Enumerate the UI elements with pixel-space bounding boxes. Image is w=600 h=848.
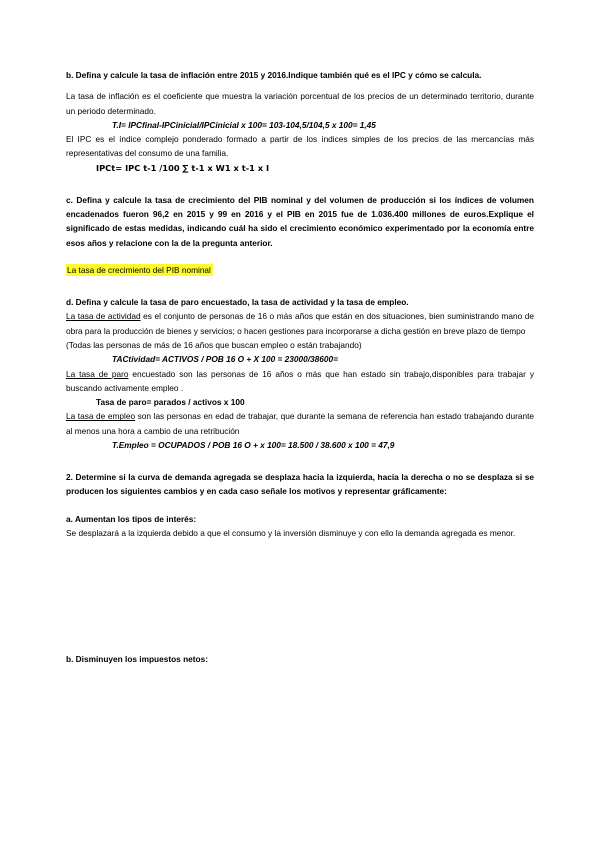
section-c-answer [66,263,534,277]
section-b-heading: b. Defina y calcule la tasa de inflación entre 2015 y 2016.Indique también qué es el IPC y cómo se calcula. [66,70,482,80]
section-b-formula-2: IPCt= IPC t-1 /100 ∑ t-1 x W1 x t-1 x I [96,162,270,173]
actividad-text: es el conjunto de personas de 16 o más años que están en dos situaciones, bien suministrando mano de obra para la producción de bienes y servicios; o hacen gestiones para incorporarse a dicha gestión en breve plazo de tiempo [66,311,534,336]
spacer [66,175,534,193]
spacer [66,277,534,295]
section-d-actividad [66,309,534,338]
question-2a-heading: a. Aumentan los tipos de interés: [66,513,197,524]
question-2-heading: 2. Determine si la curva de demanda agregada se desplaza hacia la izquierda, hacia la derecha o no se desplaza si se producen los siguientes cambios y en cada caso señale los motivos y representar gráficamente: [66,472,534,497]
spacer [66,499,534,512]
spacer [66,452,534,470]
empleo-text: son las personas en edad de trabajar, que durante la semana de referencia han estado trabajando durante al menos una hora a cambio de una retribución [66,411,534,436]
actividad-term: La tasa de actividad [66,311,141,322]
section-b-paragraph-1: La tasa de inflación es el coeficiente que muestra la variación porcentual de los precios de un determinado territorio, durante un periodo determinado. [66,91,534,116]
section-c-heading: c. Defina y calcule la tasa de crecimiento del PIB nominal y del volumen de producción si los índices de volumen encadenados fueron 96,2 en 2015 y 99 en 2016 y el PIB en 2015 fue de 1.036.400 millones de euros.Explique el significado de estas medidas, indicando cuál ha sido el crecimiento económico experimentado por la economía entre esos años y relacione con la de la pregunta anterior. [66,194,534,248]
section-d-paro-formula: Tasa de paro= parados / activos x 100 [96,397,245,408]
section-d-actividad-formula: TACtividad= ACTIVOS / POB 16 O + X 100 = 23000/38600= [112,354,338,365]
section-b-formula-1: T.I= IPCfinal-IPCinicial/IPCinicial x 100= 103-104,5/104,5 x 100= 1,45 [112,119,376,130]
empleo-term: La tasa de empleo [66,411,136,422]
section-d-paro [66,367,534,396]
spacer [66,250,534,263]
question-2b-heading: b. Disminuyen los impuestos netos: [66,654,208,665]
section-d-empleo [66,409,534,438]
section-b-paragraph-2: El IPC es el índice complejo ponderado formado a partir de los índices simples de los precios de las mercancías más representativas del consumo de una familia. [66,134,534,159]
question-2a-text: Se desplazará a la izquierda debido a que el consumo y la inversión disminuye y con ello la demanda agregada es menor. [66,527,516,538]
paro-term: La tasa de paro [66,368,129,379]
spacer [66,82,534,89]
section-d-actividad-note: (Todas las personas de más de 16 años que buscan empleo o están trabajando) [66,339,362,350]
section-d-heading: d. Defina y calcule la tasa de paro encuestado, la tasa de actividad y la tasa de empleo. [66,297,409,308]
highlighted-text: La tasa de crecimiento del PIB nominal [67,264,211,275]
section-d-empleo-formula: T.Empleo = OCUPADOS / POB 16 O + x 100= 18.500 / 38.600 x 100 = 47,9 [112,439,395,450]
blank-graph-area [66,540,534,652]
paro-text: encuestado son las personas de 16 años o más que han estado sin trabajo,disponibles para trabajar y buscando activamente empleo . [66,368,534,393]
